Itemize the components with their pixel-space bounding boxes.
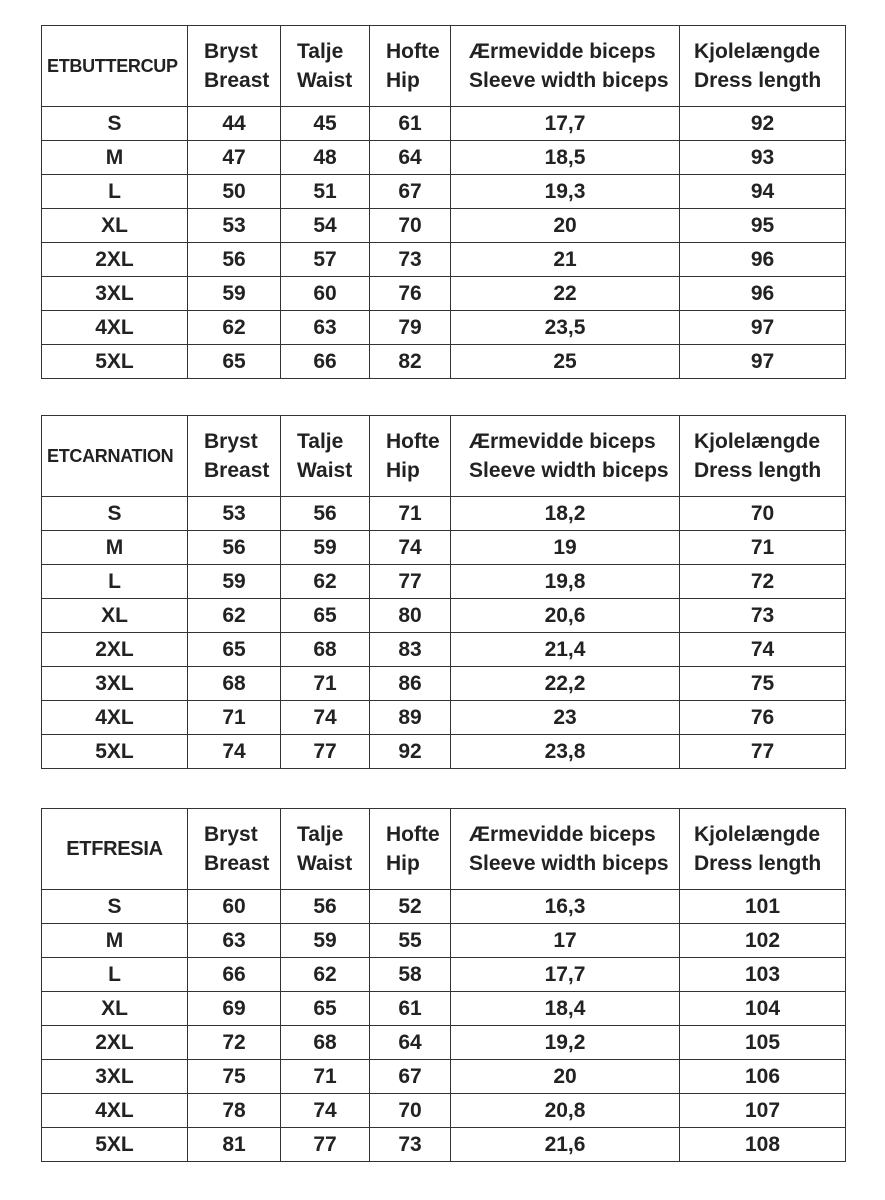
size-label: 4XL <box>42 1094 188 1128</box>
table-row <box>42 1128 846 1162</box>
column-header-english: Dress length <box>694 852 822 875</box>
column-header-english: Dress length <box>694 69 822 92</box>
column-header-danish: Bryst <box>204 430 258 453</box>
column-header-danish: Hofte <box>386 430 440 453</box>
measurement-cell: 79 <box>370 311 451 345</box>
table-row <box>42 992 846 1026</box>
size-label: L <box>42 565 188 599</box>
measurement-cell: 62 <box>188 599 281 633</box>
measurement-cell: 67 <box>370 175 451 209</box>
size-label: L <box>42 958 188 992</box>
measurement-cell: 106 <box>680 1060 846 1094</box>
table-row <box>42 141 846 175</box>
measurement-cell: 92 <box>370 735 451 769</box>
model-name: ETCARNATION <box>42 416 188 497</box>
size-label: 3XL <box>42 667 188 701</box>
measurement-cell: 77 <box>370 565 451 599</box>
measurement-cell: 59 <box>281 531 370 565</box>
measurement-cell: 22,2 <box>451 667 680 701</box>
column-header <box>680 416 846 497</box>
measurement-cell: 23 <box>451 701 680 735</box>
measurement-cell: 102 <box>680 924 846 958</box>
measurement-cell: 60 <box>188 890 281 924</box>
measurement-cell: 64 <box>370 1026 451 1060</box>
size-table-etbuttercup <box>41 25 846 379</box>
column-header <box>370 26 451 107</box>
measurement-cell: 63 <box>188 924 281 958</box>
column-header-english: Breast <box>204 69 270 92</box>
measurement-cell: 56 <box>281 890 370 924</box>
size-label: 5XL <box>42 735 188 769</box>
measurement-cell: 71 <box>680 531 846 565</box>
table-row <box>42 243 846 277</box>
measurement-cell: 108 <box>680 1128 846 1162</box>
size-label: L <box>42 175 188 209</box>
column-header-english: Dress length <box>694 459 822 482</box>
measurement-cell: 18,5 <box>451 141 680 175</box>
column-header-english: Breast <box>204 852 270 875</box>
measurement-cell: 71 <box>281 667 370 701</box>
measurement-cell: 82 <box>370 345 451 379</box>
measurement-cell: 77 <box>281 1128 370 1162</box>
measurement-cell: 56 <box>188 243 281 277</box>
measurement-cell: 70 <box>680 497 846 531</box>
size-label: 4XL <box>42 311 188 345</box>
table-row <box>42 890 846 924</box>
column-header-danish: Kjolelængde <box>694 40 821 63</box>
measurement-cell: 44 <box>188 107 281 141</box>
measurement-cell: 20 <box>451 1060 680 1094</box>
measurement-cell: 65 <box>281 599 370 633</box>
measurement-cell: 61 <box>370 107 451 141</box>
measurement-cell: 21,4 <box>451 633 680 667</box>
measurement-cell: 72 <box>188 1026 281 1060</box>
column-header-english: Hip <box>386 852 420 875</box>
size-label: S <box>42 107 188 141</box>
table-row <box>42 735 846 769</box>
measurement-cell: 57 <box>281 243 370 277</box>
measurement-cell: 70 <box>370 1094 451 1128</box>
model-name: ETFRESIA <box>42 809 188 890</box>
column-header-english: Breast <box>204 459 270 482</box>
measurement-cell: 17,7 <box>451 107 680 141</box>
column-header <box>451 809 680 890</box>
header-row <box>42 26 846 107</box>
measurement-cell: 74 <box>281 701 370 735</box>
size-label: XL <box>42 992 188 1026</box>
column-header <box>370 809 451 890</box>
measurement-cell: 74 <box>281 1094 370 1128</box>
column-header <box>680 26 846 107</box>
size-table-etcarnation <box>41 415 846 769</box>
measurement-cell: 19 <box>451 531 680 565</box>
measurement-cell: 64 <box>370 141 451 175</box>
measurement-cell: 71 <box>281 1060 370 1094</box>
table-row <box>42 565 846 599</box>
measurement-cell: 54 <box>281 209 370 243</box>
measurement-cell: 47 <box>188 141 281 175</box>
column-header-english: Waist <box>297 852 353 875</box>
measurement-cell: 23,5 <box>451 311 680 345</box>
column-header <box>680 809 846 890</box>
table-row <box>42 633 846 667</box>
column-header <box>451 416 680 497</box>
measurement-cell: 92 <box>680 107 846 141</box>
measurement-cell: 78 <box>188 1094 281 1128</box>
column-header <box>188 416 281 497</box>
column-header <box>188 809 281 890</box>
measurement-cell: 65 <box>188 345 281 379</box>
table-row <box>42 958 846 992</box>
column-header-english: Waist <box>297 69 353 92</box>
column-header-danish: Hofte <box>386 40 440 63</box>
size-label: 5XL <box>42 345 188 379</box>
column-header-danish: Hofte <box>386 823 440 846</box>
measurement-cell: 66 <box>188 958 281 992</box>
measurement-cell: 21,6 <box>451 1128 680 1162</box>
measurement-cell: 72 <box>680 565 846 599</box>
measurement-cell: 17,7 <box>451 958 680 992</box>
table-row <box>42 107 846 141</box>
measurement-cell: 58 <box>370 958 451 992</box>
column-header-english: Sleeve width biceps <box>469 459 669 482</box>
measurement-cell: 59 <box>188 565 281 599</box>
measurement-cell: 62 <box>281 565 370 599</box>
table-row <box>42 277 846 311</box>
measurement-cell: 48 <box>281 141 370 175</box>
measurement-cell: 61 <box>370 992 451 1026</box>
measurement-cell: 19,3 <box>451 175 680 209</box>
table-row <box>42 1094 846 1128</box>
measurement-cell: 96 <box>680 243 846 277</box>
column-header-danish: Talje <box>297 40 344 63</box>
column-header-danish: Bryst <box>204 823 258 846</box>
measurement-cell: 74 <box>680 633 846 667</box>
column-header <box>370 416 451 497</box>
size-label: S <box>42 890 188 924</box>
measurement-cell: 68 <box>281 633 370 667</box>
column-header-danish: Kjolelængde <box>694 430 821 453</box>
measurement-cell: 63 <box>281 311 370 345</box>
column-header-danish: Talje <box>297 430 344 453</box>
table-row <box>42 667 846 701</box>
measurement-cell: 66 <box>281 345 370 379</box>
measurement-cell: 75 <box>680 667 846 701</box>
size-label: 2XL <box>42 633 188 667</box>
table-row <box>42 175 846 209</box>
measurement-cell: 83 <box>370 633 451 667</box>
table-row <box>42 924 846 958</box>
column-header <box>281 809 370 890</box>
header-row <box>42 809 846 890</box>
column-header-danish: Bryst <box>204 40 258 63</box>
measurement-cell: 19,8 <box>451 565 680 599</box>
measurement-cell: 73 <box>680 599 846 633</box>
size-table-etfresia <box>41 808 846 1162</box>
measurement-cell: 62 <box>188 311 281 345</box>
table-row <box>42 345 846 379</box>
measurement-cell: 68 <box>281 1026 370 1060</box>
measurement-cell: 20,6 <box>451 599 680 633</box>
column-header <box>281 26 370 107</box>
size-label: 3XL <box>42 277 188 311</box>
size-label: 2XL <box>42 243 188 277</box>
measurement-cell: 17 <box>451 924 680 958</box>
measurement-cell: 21 <box>451 243 680 277</box>
measurement-cell: 45 <box>281 107 370 141</box>
column-header-danish: Talje <box>297 823 344 846</box>
measurement-cell: 75 <box>188 1060 281 1094</box>
size-label: M <box>42 141 188 175</box>
measurement-cell: 25 <box>451 345 680 379</box>
measurement-cell: 77 <box>680 735 846 769</box>
measurement-cell: 76 <box>370 277 451 311</box>
size-label: M <box>42 924 188 958</box>
measurement-cell: 55 <box>370 924 451 958</box>
measurement-cell: 105 <box>680 1026 846 1060</box>
size-label: M <box>42 531 188 565</box>
measurement-cell: 53 <box>188 209 281 243</box>
column-header-danish: Ærmevidde biceps <box>469 40 656 63</box>
table-row <box>42 531 846 565</box>
measurement-cell: 59 <box>281 924 370 958</box>
measurement-cell: 76 <box>680 701 846 735</box>
size-label: XL <box>42 599 188 633</box>
measurement-cell: 56 <box>281 497 370 531</box>
measurement-cell: 52 <box>370 890 451 924</box>
measurement-cell: 103 <box>680 958 846 992</box>
measurement-cell: 93 <box>680 141 846 175</box>
measurement-cell: 16,3 <box>451 890 680 924</box>
measurement-cell: 18,2 <box>451 497 680 531</box>
size-label: XL <box>42 209 188 243</box>
size-label: 5XL <box>42 1128 188 1162</box>
column-header-english: Hip <box>386 69 420 92</box>
measurement-cell: 73 <box>370 243 451 277</box>
table-row <box>42 1026 846 1060</box>
measurement-cell: 20,8 <box>451 1094 680 1128</box>
size-label: 4XL <box>42 701 188 735</box>
column-header-english: Waist <box>297 459 353 482</box>
measurement-cell: 22 <box>451 277 680 311</box>
measurement-cell: 101 <box>680 890 846 924</box>
measurement-cell: 50 <box>188 175 281 209</box>
measurement-cell: 23,8 <box>451 735 680 769</box>
table-row <box>42 311 846 345</box>
measurement-cell: 95 <box>680 209 846 243</box>
column-header-danish: Ærmevidde biceps <box>469 430 656 453</box>
measurement-cell: 107 <box>680 1094 846 1128</box>
measurement-cell: 73 <box>370 1128 451 1162</box>
column-header-english: Sleeve width biceps <box>469 69 669 92</box>
measurement-cell: 60 <box>281 277 370 311</box>
size-label: 2XL <box>42 1026 188 1060</box>
size-label: 3XL <box>42 1060 188 1094</box>
model-name: ETBUTTERCUP <box>42 26 188 107</box>
measurement-cell: 97 <box>680 311 846 345</box>
column-header <box>451 26 680 107</box>
column-header-english: Hip <box>386 459 420 482</box>
measurement-cell: 81 <box>188 1128 281 1162</box>
measurement-cell: 65 <box>281 992 370 1026</box>
column-header <box>188 26 281 107</box>
measurement-cell: 86 <box>370 667 451 701</box>
measurement-cell: 89 <box>370 701 451 735</box>
header-row <box>42 416 846 497</box>
column-header-danish: Kjolelængde <box>694 823 821 846</box>
column-header-danish: Ærmevidde biceps <box>469 823 656 846</box>
measurement-cell: 59 <box>188 277 281 311</box>
measurement-cell: 56 <box>188 531 281 565</box>
measurement-cell: 71 <box>370 497 451 531</box>
measurement-cell: 96 <box>680 277 846 311</box>
measurement-cell: 67 <box>370 1060 451 1094</box>
measurement-cell: 97 <box>680 345 846 379</box>
table-row <box>42 599 846 633</box>
measurement-cell: 77 <box>281 735 370 769</box>
table-row <box>42 209 846 243</box>
measurement-cell: 69 <box>188 992 281 1026</box>
measurement-cell: 80 <box>370 599 451 633</box>
measurement-cell: 68 <box>188 667 281 701</box>
measurement-cell: 94 <box>680 175 846 209</box>
table-row <box>42 701 846 735</box>
measurement-cell: 70 <box>370 209 451 243</box>
measurement-cell: 53 <box>188 497 281 531</box>
measurement-cell: 65 <box>188 633 281 667</box>
measurement-cell: 62 <box>281 958 370 992</box>
measurement-cell: 18,4 <box>451 992 680 1026</box>
measurement-cell: 19,2 <box>451 1026 680 1060</box>
measurement-cell: 71 <box>188 701 281 735</box>
size-label: S <box>42 497 188 531</box>
table-row <box>42 497 846 531</box>
table-row <box>42 1060 846 1094</box>
column-header <box>281 416 370 497</box>
measurement-cell: 51 <box>281 175 370 209</box>
column-header-english: Sleeve width biceps <box>469 852 669 875</box>
measurement-cell: 74 <box>188 735 281 769</box>
measurement-cell: 104 <box>680 992 846 1026</box>
measurement-cell: 20 <box>451 209 680 243</box>
measurement-cell: 74 <box>370 531 451 565</box>
